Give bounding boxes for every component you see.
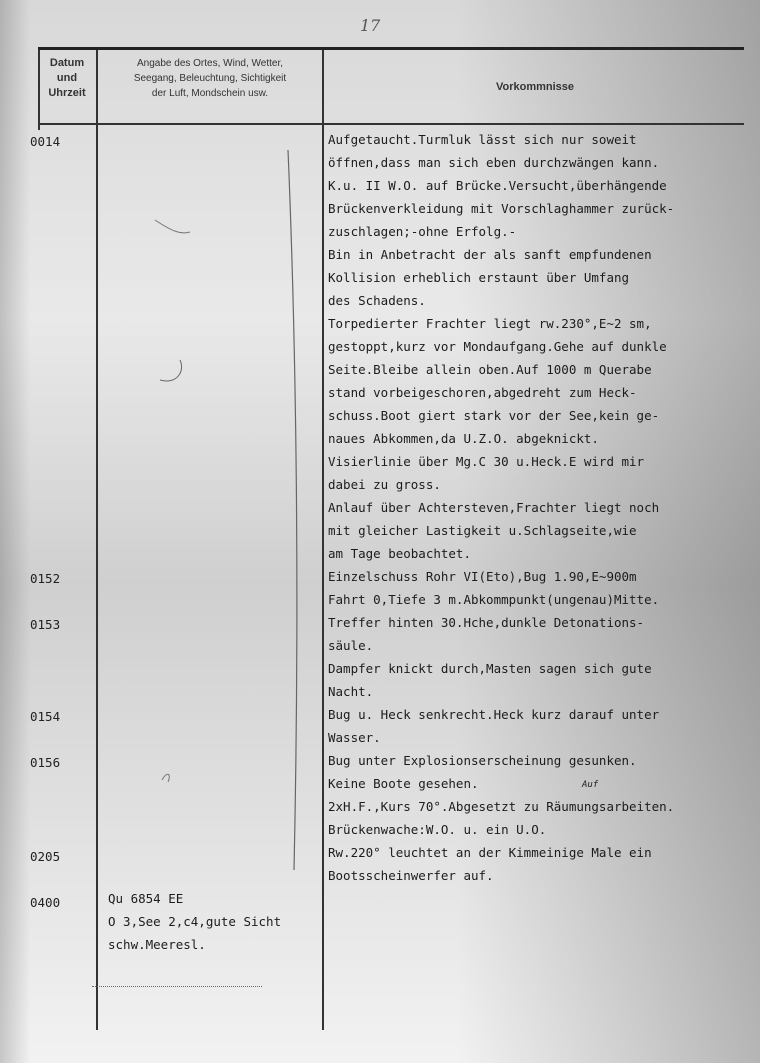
event-line: naues Abkommen,da U.Z.O. abgeknickt. [328,431,599,446]
event-line: schuss.Boot giert stark vor der See,kein ge- [328,408,660,423]
top-rule [38,47,744,50]
time-entry: 0014 [30,134,61,149]
position-line: O 3,See 2,c4,gute Sicht [108,914,282,929]
event-line: öffnen,dass man sich eben durchzwängen kann. [328,155,660,170]
event-line: Keine Boote gesehen. [328,776,479,791]
date-column-divider [96,50,98,1030]
pencil-marks [150,140,310,900]
event-line: Visierlinie über Mg.C 30 u.Heck.E wird mir [328,454,645,469]
event-line: zuschlagen;-ohne Erfolg.- [328,224,517,239]
event-line: Bin in Anbetracht der als sanft empfundenen [328,247,652,262]
dotted-line [92,986,262,987]
time-entry: 0153 [30,617,61,632]
event-line: Einzelschuss Rohr VI(Eto),Bug 1.90,E~900m [328,569,637,584]
event-line: Nacht. [328,684,374,699]
event-line: des Schadens. [328,293,426,308]
time-entry: 0154 [30,709,61,724]
time-entry: 0156 [30,755,61,770]
time-entry: 0205 [30,849,61,864]
time-entry: 0152 [30,571,61,586]
event-line: mit gleicher Lastigkeit u.Schlagseite,wie [328,523,637,538]
event-line: Wasser. [328,730,381,745]
position-line: Qu 6854 EE [108,891,184,906]
event-line: Seite.Bleibe allein oben.Auf 1000 m Querabe [328,362,652,377]
event-line: stand vorbeigeschoren,abgedreht zum Heck- [328,385,637,400]
event-line: Brückenwache:W.O. u. ein U.O. [328,822,547,837]
event-line: Dampfer knickt durch,Masten sagen sich gute [328,661,652,676]
event-line: Kollision erheblich erstaunt über Umfang [328,270,630,285]
event-line: Bug unter Explosionserscheinung gesunken. [328,753,637,768]
event-line: am Tage beobachtet. [328,546,471,561]
event-line: 2xH.F.,Kurs 70°.Abgesetzt zu Räumungsarbeiten. [328,799,675,814]
header-conditions: Angabe des Ortes, Wind, Wetter, Seegang, Beleuchtung, Sichtigkeit der Luft, Mondschein usw. [133,58,287,99]
event-line: Treffer hinten 30.Hche,dunkle Detonations- [328,615,645,630]
header-rule [38,123,744,125]
event-line: säule. [328,638,374,653]
event-line: dabei zu gross. [328,477,441,492]
event-line: Torpedierter Frachter liegt rw.230°,E~2 sm, [328,316,652,331]
event-line: gestoppt,kurz vor Mondaufgang.Gehe auf dunkle [328,339,667,354]
event-line: Bootsscheinwerfer auf. [328,868,494,883]
event-line: Rw.220° leuchtet an der Kimmeinige Male ein [328,845,652,860]
handwritten-annotation: Auf [582,780,599,790]
event-line: K.u. II W.O. auf Brücke.Versucht,überhängende [328,178,667,193]
header-events: Vorkommnisse [495,81,575,93]
event-line: Aufgetaucht.Turmluk lässt sich nur soweit [328,132,637,147]
event-line: Anlauf über Achtersteven,Frachter liegt noch [328,500,660,515]
event-line: Brückenverkleidung mit Vorschlaghammer zurück- [328,201,675,216]
position-line: schw.Meeresl. [108,937,206,952]
page-number: 17 [360,16,381,35]
header-date: Datum und Uhrzeit [48,57,86,99]
conditions-column-divider [322,50,324,1030]
event-line: Fahrt 0,Tiefe 3 m.Abkommpunkt(ungenau)Mitte. [328,592,660,607]
event-line: Bug u. Heck senkrecht.Heck kurz darauf unter [328,707,660,722]
time-entry: 0400 [30,895,61,910]
